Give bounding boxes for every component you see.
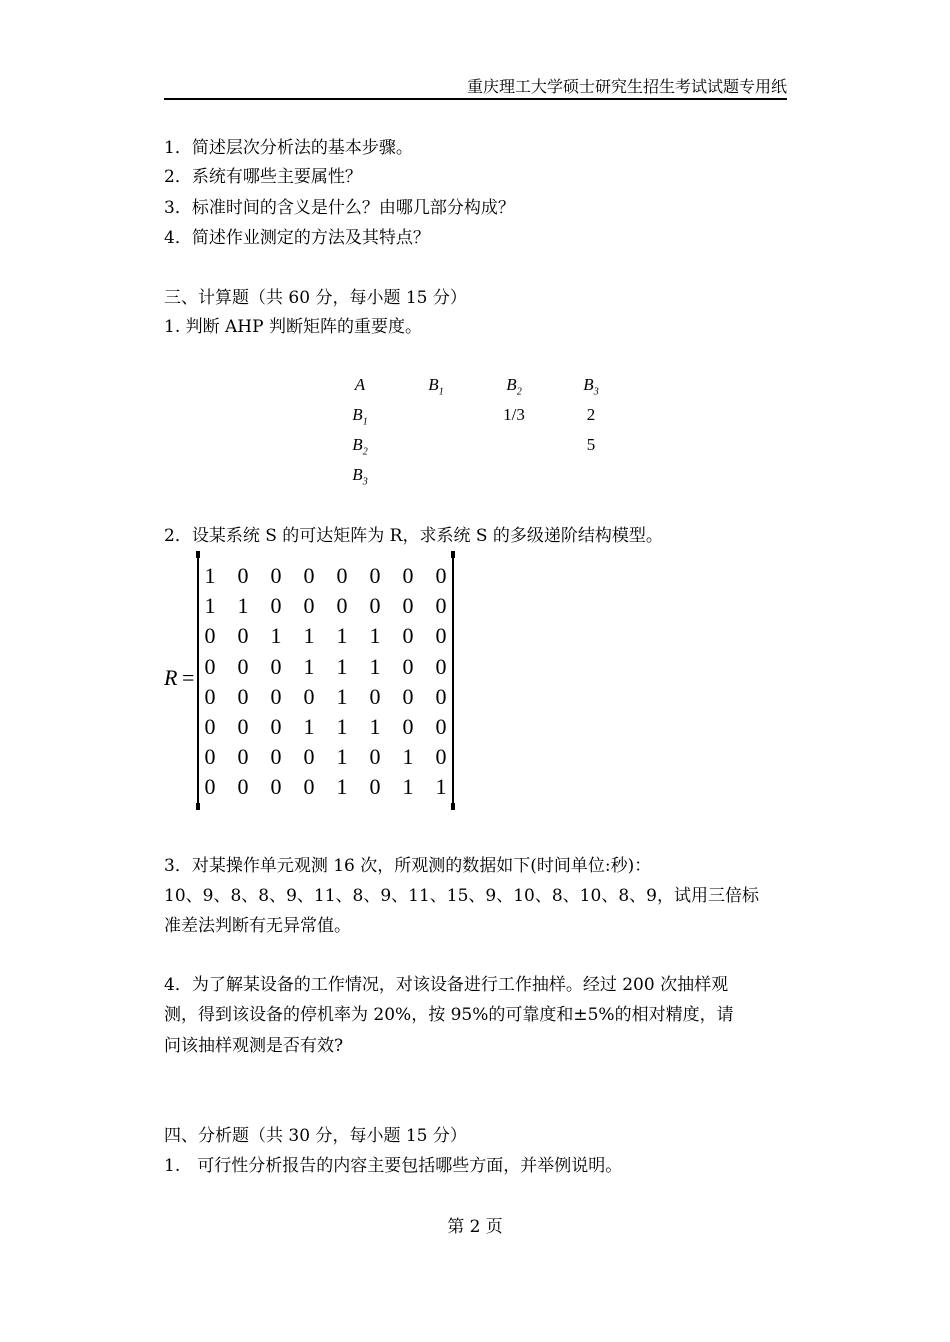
- ahp-col-header: $B_2$: [506, 375, 522, 398]
- matrix-cell: 0: [237, 714, 249, 739]
- matrix-row: [200, 682, 450, 712]
- matrix-cell: 0: [270, 563, 282, 588]
- matrix-cell: 1: [303, 623, 315, 649]
- matrix-row: [200, 772, 450, 802]
- matrix-cell: 0: [303, 683, 315, 709]
- question-3-4-line3: 问该抽样观测是否有效?: [164, 1036, 344, 1056]
- ahp-col-header: $B_3$: [583, 375, 599, 398]
- matrix-cell: 0: [204, 653, 216, 679]
- matrix-cell: 0: [204, 744, 216, 770]
- matrix-cell: 0: [402, 593, 414, 619]
- question-4-1: 1. 可行性分析报告的内容主要包括哪些方面，并举例说明。: [164, 1156, 623, 1176]
- matrix-cell: 0: [435, 563, 447, 588]
- matrix-cell: 1: [336, 774, 348, 800]
- short-answer-4: 4．简述作业测定的方法及其特点？: [164, 228, 430, 248]
- matrix-cell: 0: [237, 623, 249, 649]
- section3-title: 三、计算题（共 60 分，每小题 15 分）: [164, 288, 467, 308]
- matrix-cell: 1: [336, 714, 348, 739]
- matrix-row: [200, 712, 450, 742]
- matrix-cell: 0: [435, 653, 447, 679]
- question-3-4-line1: 4．为了解某设备的工作情况，对该设备进行工作抽样。经过 200 次抽样观: [164, 975, 729, 995]
- ahp-cell: 2: [586, 405, 596, 424]
- matrix-cell: 0: [204, 774, 216, 800]
- matrix-cell: 1: [369, 714, 381, 739]
- matrix-cell: 1: [303, 653, 315, 679]
- matrix-cell: 0: [402, 714, 414, 739]
- ahp-row: [340, 403, 640, 427]
- matrix-cell: 0: [237, 744, 249, 770]
- matrix-cell: 0: [270, 744, 282, 770]
- ahp-row: [340, 433, 640, 457]
- short-answer-2: 2．系统有哪些主要属性？: [164, 167, 362, 187]
- matrix-cell: 1: [303, 714, 315, 739]
- matrix-cell: 1: [435, 774, 447, 800]
- matrix-cell: 0: [237, 683, 249, 709]
- matrix-cell: 0: [270, 593, 282, 619]
- matrix-cell: 1: [237, 593, 249, 619]
- matrix-cell: 0: [270, 683, 282, 709]
- matrix-cell: 0: [303, 563, 315, 588]
- matrix-cell: 0: [402, 563, 414, 588]
- matrix-row: [200, 742, 450, 772]
- ahp-row: [340, 463, 640, 487]
- question-3-2: 2．设某系统 S 的可达矩阵为 R，求系统 S 的多级递阶结构模型。: [164, 526, 663, 546]
- matrix-row: [200, 561, 450, 591]
- ahp-row-header: $B_2$: [352, 435, 368, 458]
- matrix-cell: 0: [369, 683, 381, 709]
- matrix-cell: 0: [402, 653, 414, 679]
- ahp-header-row: [340, 373, 640, 397]
- matrix-cell: 0: [237, 774, 249, 800]
- page-header: 重庆理工大学硕士研究生招生考试试题专用纸: [164, 76, 787, 100]
- ahp-cell: 1/3: [503, 405, 525, 424]
- matrix-cell: 0: [369, 774, 381, 800]
- ahp-cell: 5: [586, 435, 596, 454]
- matrix-cell: 0: [369, 744, 381, 770]
- matrix-cell: 0: [435, 744, 447, 770]
- matrix-cell: 0: [303, 744, 315, 770]
- matrix-cell: 1: [369, 653, 381, 679]
- question-3-3-line3: 准差法判断有无异常值。: [164, 916, 351, 936]
- short-answer-1: 1．简述层次分析法的基本步骤。: [164, 138, 413, 158]
- question-3-4-line2: 测，得到该设备的停机率为 20%，按 95%的可靠度和±5%的相对精度，请: [164, 1005, 734, 1025]
- reachability-matrix: [164, 553, 464, 813]
- short-answer-3: 3．标准时间的含义是什么？由哪几部分构成？: [164, 198, 515, 218]
- matrix-cell: 0: [237, 563, 249, 588]
- matrix-cell: 0: [336, 593, 348, 619]
- matrix-cell: 0: [402, 623, 414, 649]
- ahp-row-header: $B_3$: [352, 465, 368, 488]
- question-3-1: 1. 判断 AHP 判断矩阵的重要度。: [164, 317, 422, 337]
- matrix-cell: 1: [336, 683, 348, 709]
- question-3-3-line2: 10、9、8、8、9、11、8、9、11、15、9、10、8、10、8、9，试用三倍标: [164, 886, 759, 906]
- matrix-cell: 0: [237, 653, 249, 679]
- matrix-cell: 0: [270, 714, 282, 739]
- matrix-cell: 1: [204, 593, 216, 619]
- matrix-equals: =: [182, 665, 195, 690]
- matrix-cell: 0: [303, 593, 315, 619]
- ahp-col-header: $B_1$: [428, 375, 444, 398]
- matrix-cell: 0: [435, 593, 447, 619]
- matrix-cell: 1: [204, 563, 216, 588]
- ahp-corner: A: [354, 375, 366, 394]
- matrix-cell: 0: [204, 714, 216, 739]
- page-number: 第 2 页: [447, 1217, 503, 1237]
- matrix-cell: 0: [204, 623, 216, 649]
- matrix-row: [200, 591, 450, 621]
- matrix-row: [200, 652, 450, 682]
- matrix-cell: 1: [369, 623, 381, 649]
- matrix-label: R: [164, 665, 178, 690]
- matrix-cell: 1: [336, 744, 348, 770]
- matrix-cell: 0: [402, 683, 414, 709]
- matrix-cell: 1: [402, 774, 414, 800]
- matrix-cell: 0: [303, 774, 315, 800]
- matrix-cell: 1: [402, 744, 414, 770]
- matrix-cell: 1: [336, 653, 348, 679]
- matrix-cell: 0: [270, 774, 282, 800]
- matrix-cell: 0: [270, 653, 282, 679]
- matrix-cell: 1: [336, 623, 348, 649]
- matrix-row: [200, 621, 450, 651]
- question-3-3-line1: 3．对某操作单元观测 16 次，所观测的数据如下(时间单位:秒)：: [164, 856, 652, 876]
- matrix-cell: 0: [435, 714, 447, 739]
- matrix-cell: 0: [336, 563, 348, 588]
- matrix-cell: 0: [369, 563, 381, 588]
- ahp-row-header: $B_1$: [352, 405, 368, 428]
- matrix-cell: 0: [204, 683, 216, 709]
- matrix-cell: 0: [435, 683, 447, 709]
- matrix-cell: 0: [369, 593, 381, 619]
- matrix-cell: 0: [435, 623, 447, 649]
- matrix-cell: 1: [270, 623, 282, 649]
- section4-title: 四、分析题（共 30 分，每小题 15 分）: [164, 1126, 467, 1146]
